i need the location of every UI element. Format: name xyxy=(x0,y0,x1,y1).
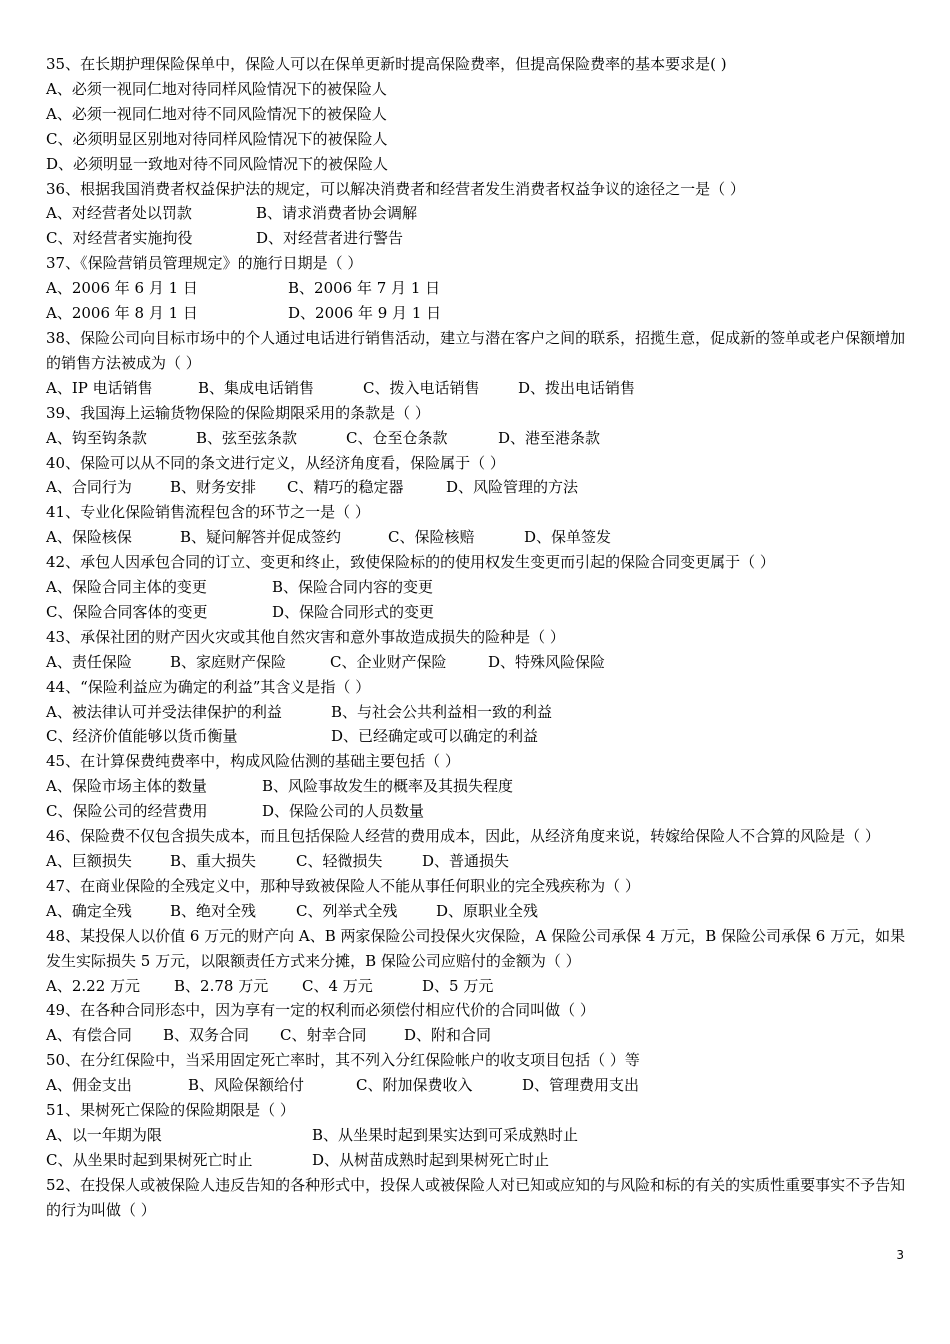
question-stem: 42、承包人因承包合同的订立、变更和终止，致使保险标的的使用权发生变更而引起的保险合同变更属于（ ） xyxy=(46,553,775,572)
option-row xyxy=(46,849,908,874)
option-row xyxy=(46,127,908,152)
option: C、4 万元 xyxy=(302,976,373,995)
question-46 xyxy=(46,824,908,874)
question-48 xyxy=(46,924,908,999)
question-stem: 52、在投保人或被保险人违反告知的各种形式中，投保人或被保险人对已知或应知的与风险和标的有关的实质性重要事实不予告知的行为叫做（ ） xyxy=(46,1175,906,1219)
option: D、风险管理的方法 xyxy=(446,478,579,497)
question-36 xyxy=(46,177,908,252)
option: A、保险市场主体的数量 xyxy=(46,777,207,796)
option: C、必须明显区别地对待同样风险情况下的被保险人 xyxy=(46,129,388,148)
question-45 xyxy=(46,749,908,824)
option: B、与社会公共利益相一致的利益 xyxy=(331,702,553,721)
option: B、弦至弦条款 xyxy=(196,428,298,447)
question-52 xyxy=(46,1173,908,1223)
option: A、保险核保 xyxy=(46,528,132,547)
option: A、必须一视同仁地对待不同风险情况下的被保险人 xyxy=(46,104,387,123)
option: D、5 万元 xyxy=(422,976,494,995)
option: A、钩至钩条款 xyxy=(46,428,147,447)
option-row xyxy=(46,724,908,749)
option: C、保险公司的经营费用 xyxy=(46,802,208,821)
option: D、普通损失 xyxy=(422,852,510,870)
option-row xyxy=(46,1148,908,1173)
question-stem: 40、保险可以从不同的条文进行定义，从经济角度看，保险属于（ ） xyxy=(46,453,505,472)
option-row xyxy=(46,899,908,924)
option: B、双务合同 xyxy=(163,1026,250,1045)
option-row xyxy=(46,525,908,550)
option-row xyxy=(46,102,908,127)
question-stem: 38、保险公司向目标市场中的个人通过电话进行销售活动，建立与潜在客户之间的联系，招揽生意，促成新的签单或老户保额增加的销售方法被成为（ ） xyxy=(46,328,906,372)
option: A、被法律认可并受法律保护的利益 xyxy=(46,702,282,721)
option-row xyxy=(46,226,908,251)
option-row xyxy=(46,700,908,725)
option: D、拨出电话销售 xyxy=(518,378,636,397)
question-stem: 35、在长期护理保险保单中，保险人可以在保单更新时提高保险费率，但提高保险费率的基本要求是( ) xyxy=(46,55,727,73)
option: A、有偿合同 xyxy=(46,1026,132,1045)
option: C、企业财产保险 xyxy=(330,652,447,671)
option-row xyxy=(46,475,908,500)
option: D、保单签发 xyxy=(524,528,612,547)
option-row xyxy=(46,276,908,301)
option-row xyxy=(46,152,908,177)
page-number: 3 xyxy=(896,1248,904,1262)
option-row xyxy=(46,201,908,226)
option: A、佣金支出 xyxy=(46,1076,132,1095)
option: C、附加保费收入 xyxy=(356,1076,473,1095)
option: D、必须明显一致地对待不同风险情况下的被保险人 xyxy=(46,154,389,173)
option-row xyxy=(46,974,908,999)
option: C、保险合同客体的变更 xyxy=(46,602,208,621)
option: A、保险合同主体的变更 xyxy=(46,578,207,597)
question-39 xyxy=(46,401,908,451)
option-row xyxy=(46,575,908,600)
option: A、确定全残 xyxy=(46,901,132,920)
option: B、2.78 万元 xyxy=(174,976,269,995)
question-stem: 41、专业化保险销售流程包含的环节之一是（ ） xyxy=(46,503,370,522)
option: B、风险保额给付 xyxy=(188,1076,305,1095)
option: C、射幸合同 xyxy=(280,1026,367,1045)
question-42 xyxy=(46,550,908,625)
question-stem: 39、我国海上运输货物保险的保险期限采用的条款是（ ） xyxy=(46,403,430,422)
option: B、财务安排 xyxy=(170,478,257,497)
question-stem: 51、果树死亡保险的保险期限是（ ） xyxy=(46,1101,295,1120)
option-row xyxy=(46,1073,908,1098)
option: B、请求消费者协会调解 xyxy=(256,204,418,223)
option: A、IP 电话销售 xyxy=(46,378,153,397)
option: D、港至港条款 xyxy=(498,428,601,447)
question-35 xyxy=(46,52,908,177)
question-49 xyxy=(46,998,908,1048)
option: B、风险事故发生的概率及其损失程度 xyxy=(262,777,514,796)
option: C、轻微损失 xyxy=(296,852,383,870)
option: A、2.22 万元 xyxy=(46,976,140,995)
option-row xyxy=(46,650,908,675)
option: A、对经营者处以罚款 xyxy=(46,204,192,223)
question-43 xyxy=(46,625,908,675)
option: C、经济价值能够以货币衡量 xyxy=(46,727,238,746)
option: C、列举式全残 xyxy=(296,901,398,920)
question-38 xyxy=(46,326,908,401)
question-40 xyxy=(46,451,908,501)
question-stem: 45、在计算保费纯费率中，构成风险估测的基础主要包括（ ） xyxy=(46,752,460,771)
option: D、保险公司的人员数量 xyxy=(262,802,425,821)
question-stem: 36、根据我国消费者权益保护法的规定，可以解决消费者和经营者发生消费者权益争议的途径之一是（ ） xyxy=(46,179,745,198)
option: B、从坐果时起到果实达到可采成熟时止 xyxy=(312,1125,579,1144)
question-37 xyxy=(46,251,908,326)
option: A、必须一视同仁地对待同样风险情况下的被保险人 xyxy=(46,79,387,98)
option-row xyxy=(46,799,908,824)
option: A、以一年期为限 xyxy=(46,1125,162,1144)
question-44 xyxy=(46,675,908,750)
question-stem: 49、在各种合同形态中，因为享有一定的权利而必须偿付相应代价的合同叫做（ ） xyxy=(46,1001,595,1020)
option: B、2006 年 7 月 1 日 xyxy=(288,279,441,298)
option: C、保险核赔 xyxy=(388,528,475,547)
question-41 xyxy=(46,500,908,550)
document-body xyxy=(46,52,908,1223)
option: D、特殊风险保险 xyxy=(488,652,606,671)
option: B、家庭财产保险 xyxy=(170,652,287,671)
question-50 xyxy=(46,1048,908,1098)
question-stem: 47、在商业保险的全残定义中，那种导致被保险人不能从事任何职业的完全残疾称为（ ） xyxy=(46,876,640,895)
option: C、仓至仓条款 xyxy=(346,428,448,447)
option-row xyxy=(46,1023,908,1048)
question-stem: 44、“保险利益应为确定的利益”其含义是指（ ） xyxy=(46,677,371,696)
option: C、从坐果时起到果树死亡时止 xyxy=(46,1150,253,1169)
option: D、已经确定或可以确定的利益 xyxy=(331,727,539,746)
option-row xyxy=(46,77,908,102)
option: C、对经营者实施拘役 xyxy=(46,229,193,248)
option: B、保险合同内容的变更 xyxy=(272,578,434,597)
option-row xyxy=(46,301,908,326)
option: D、管理费用支出 xyxy=(522,1076,640,1095)
question-stem: 50、在分红保险中，当采用固定死亡率时，其不列入分红保险帐户的收支项目包括（ ）等 xyxy=(46,1051,640,1070)
question-47 xyxy=(46,874,908,924)
option-row xyxy=(46,1123,908,1148)
option: D、从树苗成熟时起到果树死亡时止 xyxy=(312,1150,550,1169)
option: A、合同行为 xyxy=(46,478,132,497)
option: D、对经营者进行警告 xyxy=(256,229,404,248)
option: B、绝对全残 xyxy=(170,901,257,920)
option: A、2006 年 8 月 1 日 xyxy=(46,304,198,323)
option: B、集成电话销售 xyxy=(198,378,315,397)
question-stem: 43、承保社团的财产因火灾或其他自然灾害和意外事故造成损失的险种是（ ） xyxy=(46,627,565,646)
option: B、重大损失 xyxy=(170,852,257,870)
question-51 xyxy=(46,1098,908,1173)
option: B、疑问解答并促成签约 xyxy=(180,528,342,547)
option-row xyxy=(46,774,908,799)
option: A、责任保险 xyxy=(46,652,132,671)
option-row xyxy=(46,376,908,401)
option: D、原职业全残 xyxy=(436,901,539,920)
option: C、精巧的稳定器 xyxy=(287,478,404,497)
option: A、巨额损失 xyxy=(46,852,132,870)
option: D、附和合同 xyxy=(404,1026,492,1045)
question-stem: 37、《保险营销员管理规定》的施行日期是（ ） xyxy=(46,254,363,273)
option: A、2006 年 6 月 1 日 xyxy=(46,279,198,298)
option: D、保险合同形式的变更 xyxy=(272,602,435,621)
question-stem: 48、某投保人以价值 6 万元的财产向 A、B 两家保险公司投保火灾保险，A 保险公司承保 4 万元，B 保险公司承保 6 万元，如果发生实际损失 5 万元，以限额责任方式来分摊，B 保险公司应赔付的金额为（ ） xyxy=(46,926,906,970)
option: C、拨入电话销售 xyxy=(363,378,480,397)
question-stem: 46、保险费不仅包含损失成本，而且包括保险人经营的费用成本，因此，从经济角度来说，转嫁给保险人不合算的风险是（ ） xyxy=(46,827,880,846)
option-row xyxy=(46,600,908,625)
option-row xyxy=(46,426,908,451)
option: D、2006 年 9 月 1 日 xyxy=(288,304,442,323)
